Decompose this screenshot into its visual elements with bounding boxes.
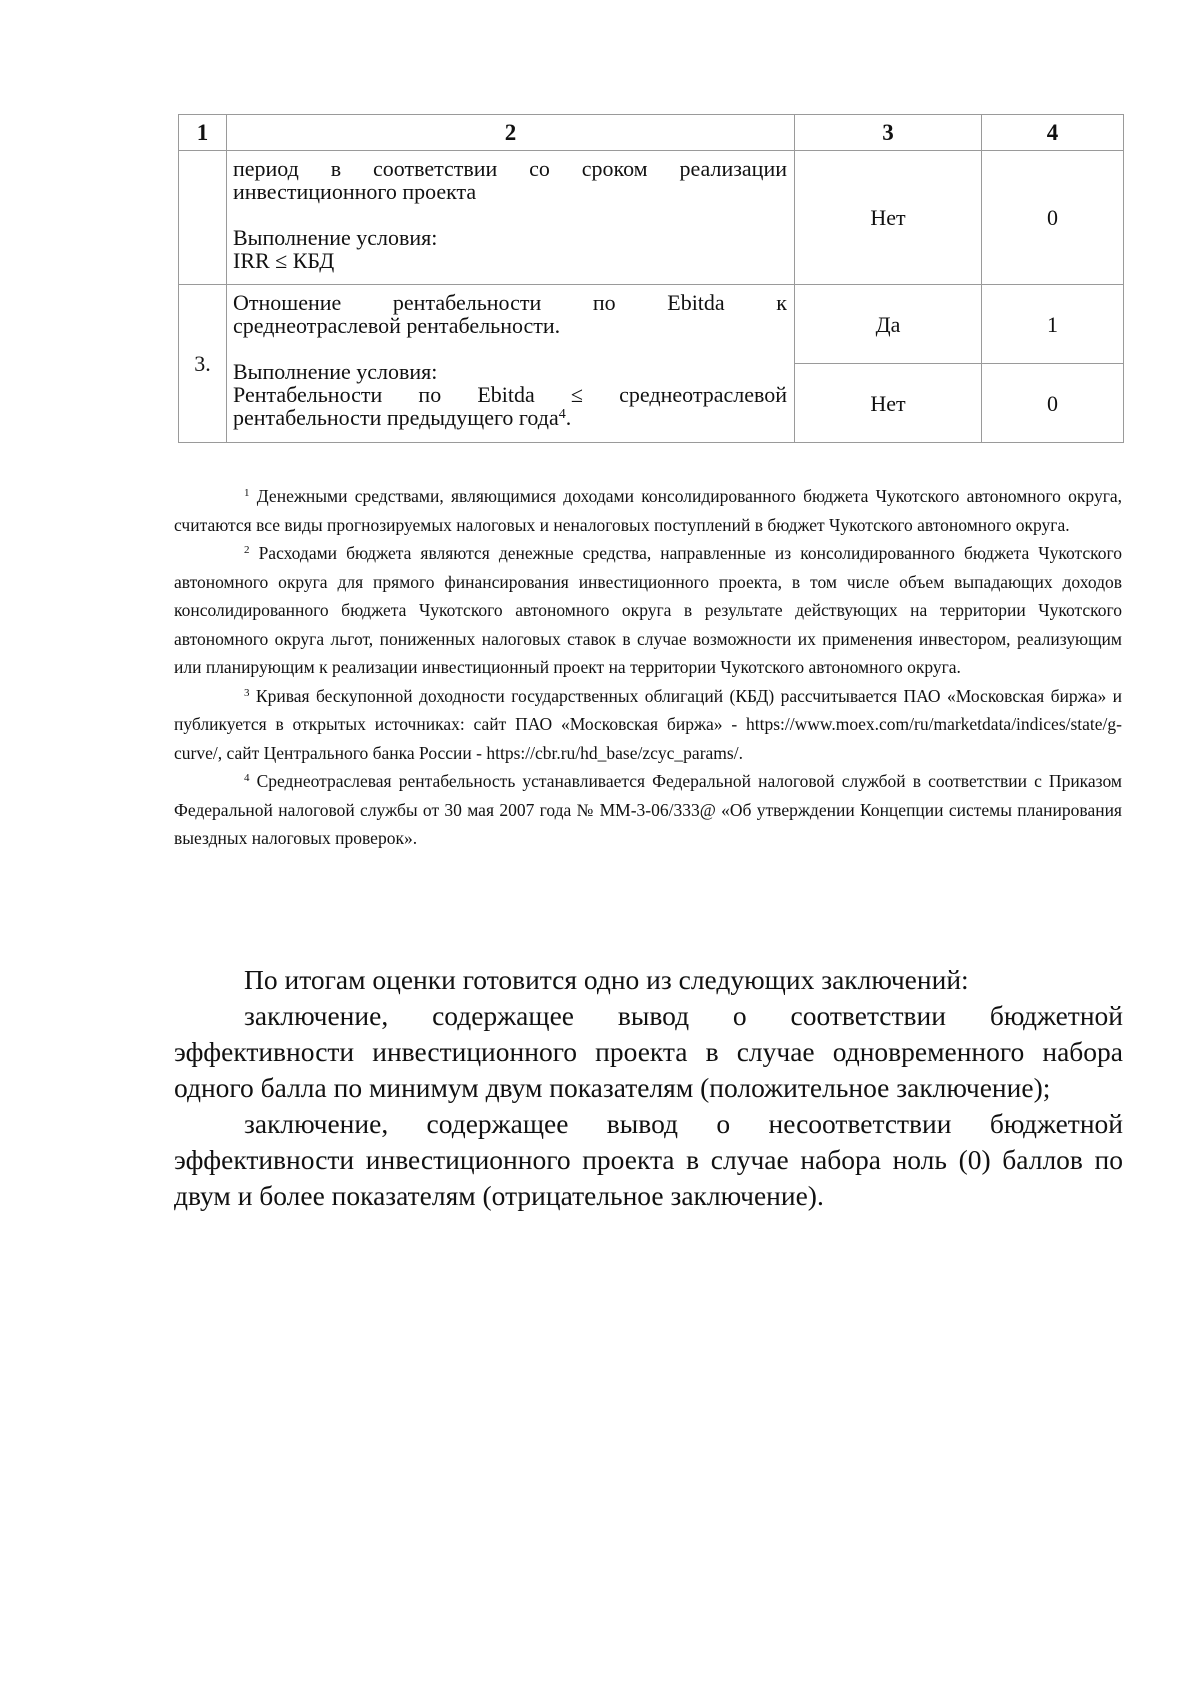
row-number-cell: 3. [179,285,227,443]
criterion-text-line: Отношение рентабельности по Ebitda к [233,290,787,315]
condition-formula-line: Рентабельности по Ebitda ≤ среднеотраслевой [233,382,787,407]
table-header-row [179,115,1124,151]
condition-formula: IRR ≤ КБД [233,248,335,273]
condition-label: Выполнение условия: [233,359,438,384]
footnotes-section [174,482,1122,853]
footnote-mark: 3 [244,686,250,699]
conclusions-intro: По итогам оценки готовится одно из следующих заключений: [244,964,969,995]
row-number-cell [179,151,227,285]
footnote-ref: 4 [558,407,566,422]
conclusions-section [174,962,1123,1214]
footnote [174,482,1122,539]
negative-conclusion: заключение, содержащее вывод о несоответствии бюджетной эффективности инвестиционного проекта в случае набора ноль (0) баллов по двум и более показателям (отрицательное заключение). [174,1108,1123,1211]
footnote-mark: 1 [244,487,250,499]
positive-conclusion: заключение, содержащее вывод о соответствии бюджетной эффективности инвестиционного проекта в случае одновременного набора одного балла по минимум двум показателям (положительное заключение); [174,1000,1123,1103]
period-mark: . [565,405,572,430]
table-row [179,285,1124,364]
footnote [174,767,1122,853]
footnote-text: Среднеотраслевая рентабельность устанавливается Федеральной налоговой службой в соответствии с Приказом Федеральной налоговой службы от 30 мая 2007 года № ММ-3-06/333@ «Об утверждении Концепции системы планирования выездных налоговых проверок». [174,771,1122,848]
header-cell-4: 4 [982,115,1124,151]
condition-formula-line [233,406,787,429]
footnote-mark: 4 [244,772,250,784]
answer-cell: Нет [795,364,982,443]
criteria-table [178,114,1124,443]
table-row [179,151,1124,285]
header-cell-2: 2 [227,115,795,151]
footnote-mark: 2 [244,544,250,556]
condition-formula-text: рентабельности предыдущего года [233,405,559,430]
footnote [174,539,1122,682]
criterion-text-line: инвестиционного проекта [233,179,477,204]
score-cell: 0 [982,364,1124,443]
footnote [174,682,1122,768]
criterion-description [227,151,795,285]
footnote-text: Денежными средствами, являющимися доходами консолидированного бюджета Чукотского автономного округа, считаются все виды прогнозируемых налоговых и неналоговых поступлений в бюджет Чукотского автономного округа. [174,486,1123,535]
criterion-description [227,285,795,443]
answer-cell: Нет [795,151,982,285]
score-cell: 0 [982,151,1124,285]
footnote-text: Кривая бескупонной доходности государственных облигаций (КБД) рассчитывается ПАО «Московская биржа» и публикуется в открытых источниках: сайт ПАО «Московская биржа» - https://www.moex.com/ru/marketdata/indices/state/g-curve/, сайт Центрального банка России - https://cbr.ru/hd_base/zcyc_params/. [174,685,1122,763]
answer-cell: Да [795,285,982,364]
condition-label: Выполнение условия: [233,225,438,250]
criterion-text-line: среднеотраслевой рентабельности. [233,313,561,338]
footnote-text: Расходами бюджета являются денежные средства, направленные из консолидированного бюджета Чукотского автономного округа для прямого финансирования инвестиционного проекта, в том числе объем выпадающих доходов консолидированного бюджета Чукотского автономного округа в результате действующих на территории Чукотского автономного округа льгот, пониженных налоговых ставок в случае возможности их применения инвестором, реализующим или планирующим к реализации инвестиционный проект на территории Чукотского автономного округа. [174,543,1123,677]
criterion-text-line: период в соответствии со сроком реализации [233,156,787,181]
score-cell: 1 [982,285,1124,364]
header-cell-3: 3 [795,115,982,151]
header-cell-1: 1 [179,115,227,151]
